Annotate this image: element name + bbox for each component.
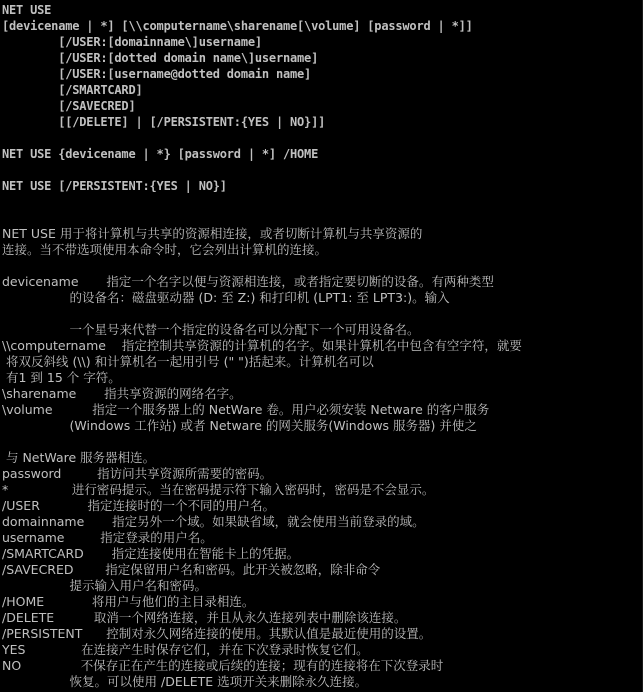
console-line: [devicename | *] [\\computername\sharename[\volume] [password | *]]: [2, 19, 473, 33]
console-line: 将双反斜线 (\\) 和计算机名一起用引号 (" ")括起来。计算机名可以: [2, 354, 374, 369]
console-line: * 进行密码提示。当在密码提示符下输入密码时，密码是不会显示。: [2, 482, 435, 497]
console-line: /USER 指定连接时的一个不同的用户名。: [2, 498, 276, 513]
console-line: 提示输入用户名和密码。: [2, 578, 208, 593]
console-line: /SAVECRED 指定保留用户名和密码。此开关被忽略，除非命令: [2, 562, 381, 577]
console-line: /HOME 将用户与他们的主目录相连。: [2, 594, 255, 609]
console-line: [/SAVECRED]: [2, 99, 136, 113]
console-line: [/USER:[domainname\]username]: [2, 35, 262, 49]
console-line: (Windows 工作站) 或者 Netware 的网关服务(Windows 服务器) 并使之: [2, 418, 477, 433]
console-line: /PERSISTENT 控制对永久网络连接的使用。其默认值是最近使用的设置。: [2, 626, 432, 641]
console-line: YES 在连接产生时保存它们，并在下次登录时恢复它们。: [2, 642, 369, 657]
console-line: 恢复。可以使用 /DELETE 选项开关来删除永久连接。: [2, 674, 368, 689]
console-line: username 指定登录的用户名。: [2, 530, 213, 545]
console-line: 的设备名：磁盘驱动器 (D: 至 Z:) 和打印机 (LPT1: 至 LPT3:)。输入: [2, 290, 450, 305]
console-line: NO 不保存正在产生的连接或后续的连接；现有的连接将在下次登录时: [2, 658, 444, 673]
console-line: password 指访问共享资源所需要的密码。: [2, 466, 273, 481]
console-line: /SMARTCARD 指定连接使用在智能卡上的凭据。: [2, 546, 300, 561]
console-line: NET USE {devicename | *} [password | *] /HOME: [2, 147, 319, 161]
console-line: NET USE: [2, 3, 52, 17]
console-line: devicename 指定一个名字以便与资源相连接，或者指定要切断的设备。有两种类型: [2, 274, 494, 289]
console-line: NET USE 用于将计算机与共享的资源相连接，或者切断计算机与共享资源的: [2, 226, 423, 241]
console-line: \\computername 指定控制共享资源的计算机的名字。如果计算机名中包含有空字符，就要: [2, 338, 522, 353]
console-line: [[/DELETE] | [/PERSISTENT:{YES | NO}]]: [2, 115, 326, 129]
console-line: domainname 指定另外一个域。如果缺省域，就会使用当前登录的域。: [2, 514, 425, 529]
console-line: 有1 到 15 个 字符。: [2, 370, 121, 385]
console-line: 与 NetWare 服务器相连。: [2, 450, 156, 465]
console-line: 一个星号来代替一个指定的设备名可以分配下一个可用设备名。: [2, 322, 420, 337]
console-line: \sharename 指共享资源的网络名字。: [2, 386, 242, 401]
console-line: /DELETE 取消一个网络连接，并且从永久连接列表中删除该连接。: [2, 610, 407, 625]
console-line: \volume 指定一个服务器上的 NetWare 卷。用户必须安装 Netware 的客户服务: [2, 402, 490, 417]
console-line: 连接。当不带选项使用本命令时，它会列出计算机的连接。: [2, 242, 328, 257]
console-line: [/SMARTCARD]: [2, 83, 143, 97]
console-line: [/USER:[username@dotted domain name]: [2, 67, 312, 81]
console-line: NET USE [/PERSISTENT:{YES | NO}]: [2, 179, 227, 193]
console-line: [/USER:[dotted domain name\]username]: [2, 51, 319, 65]
